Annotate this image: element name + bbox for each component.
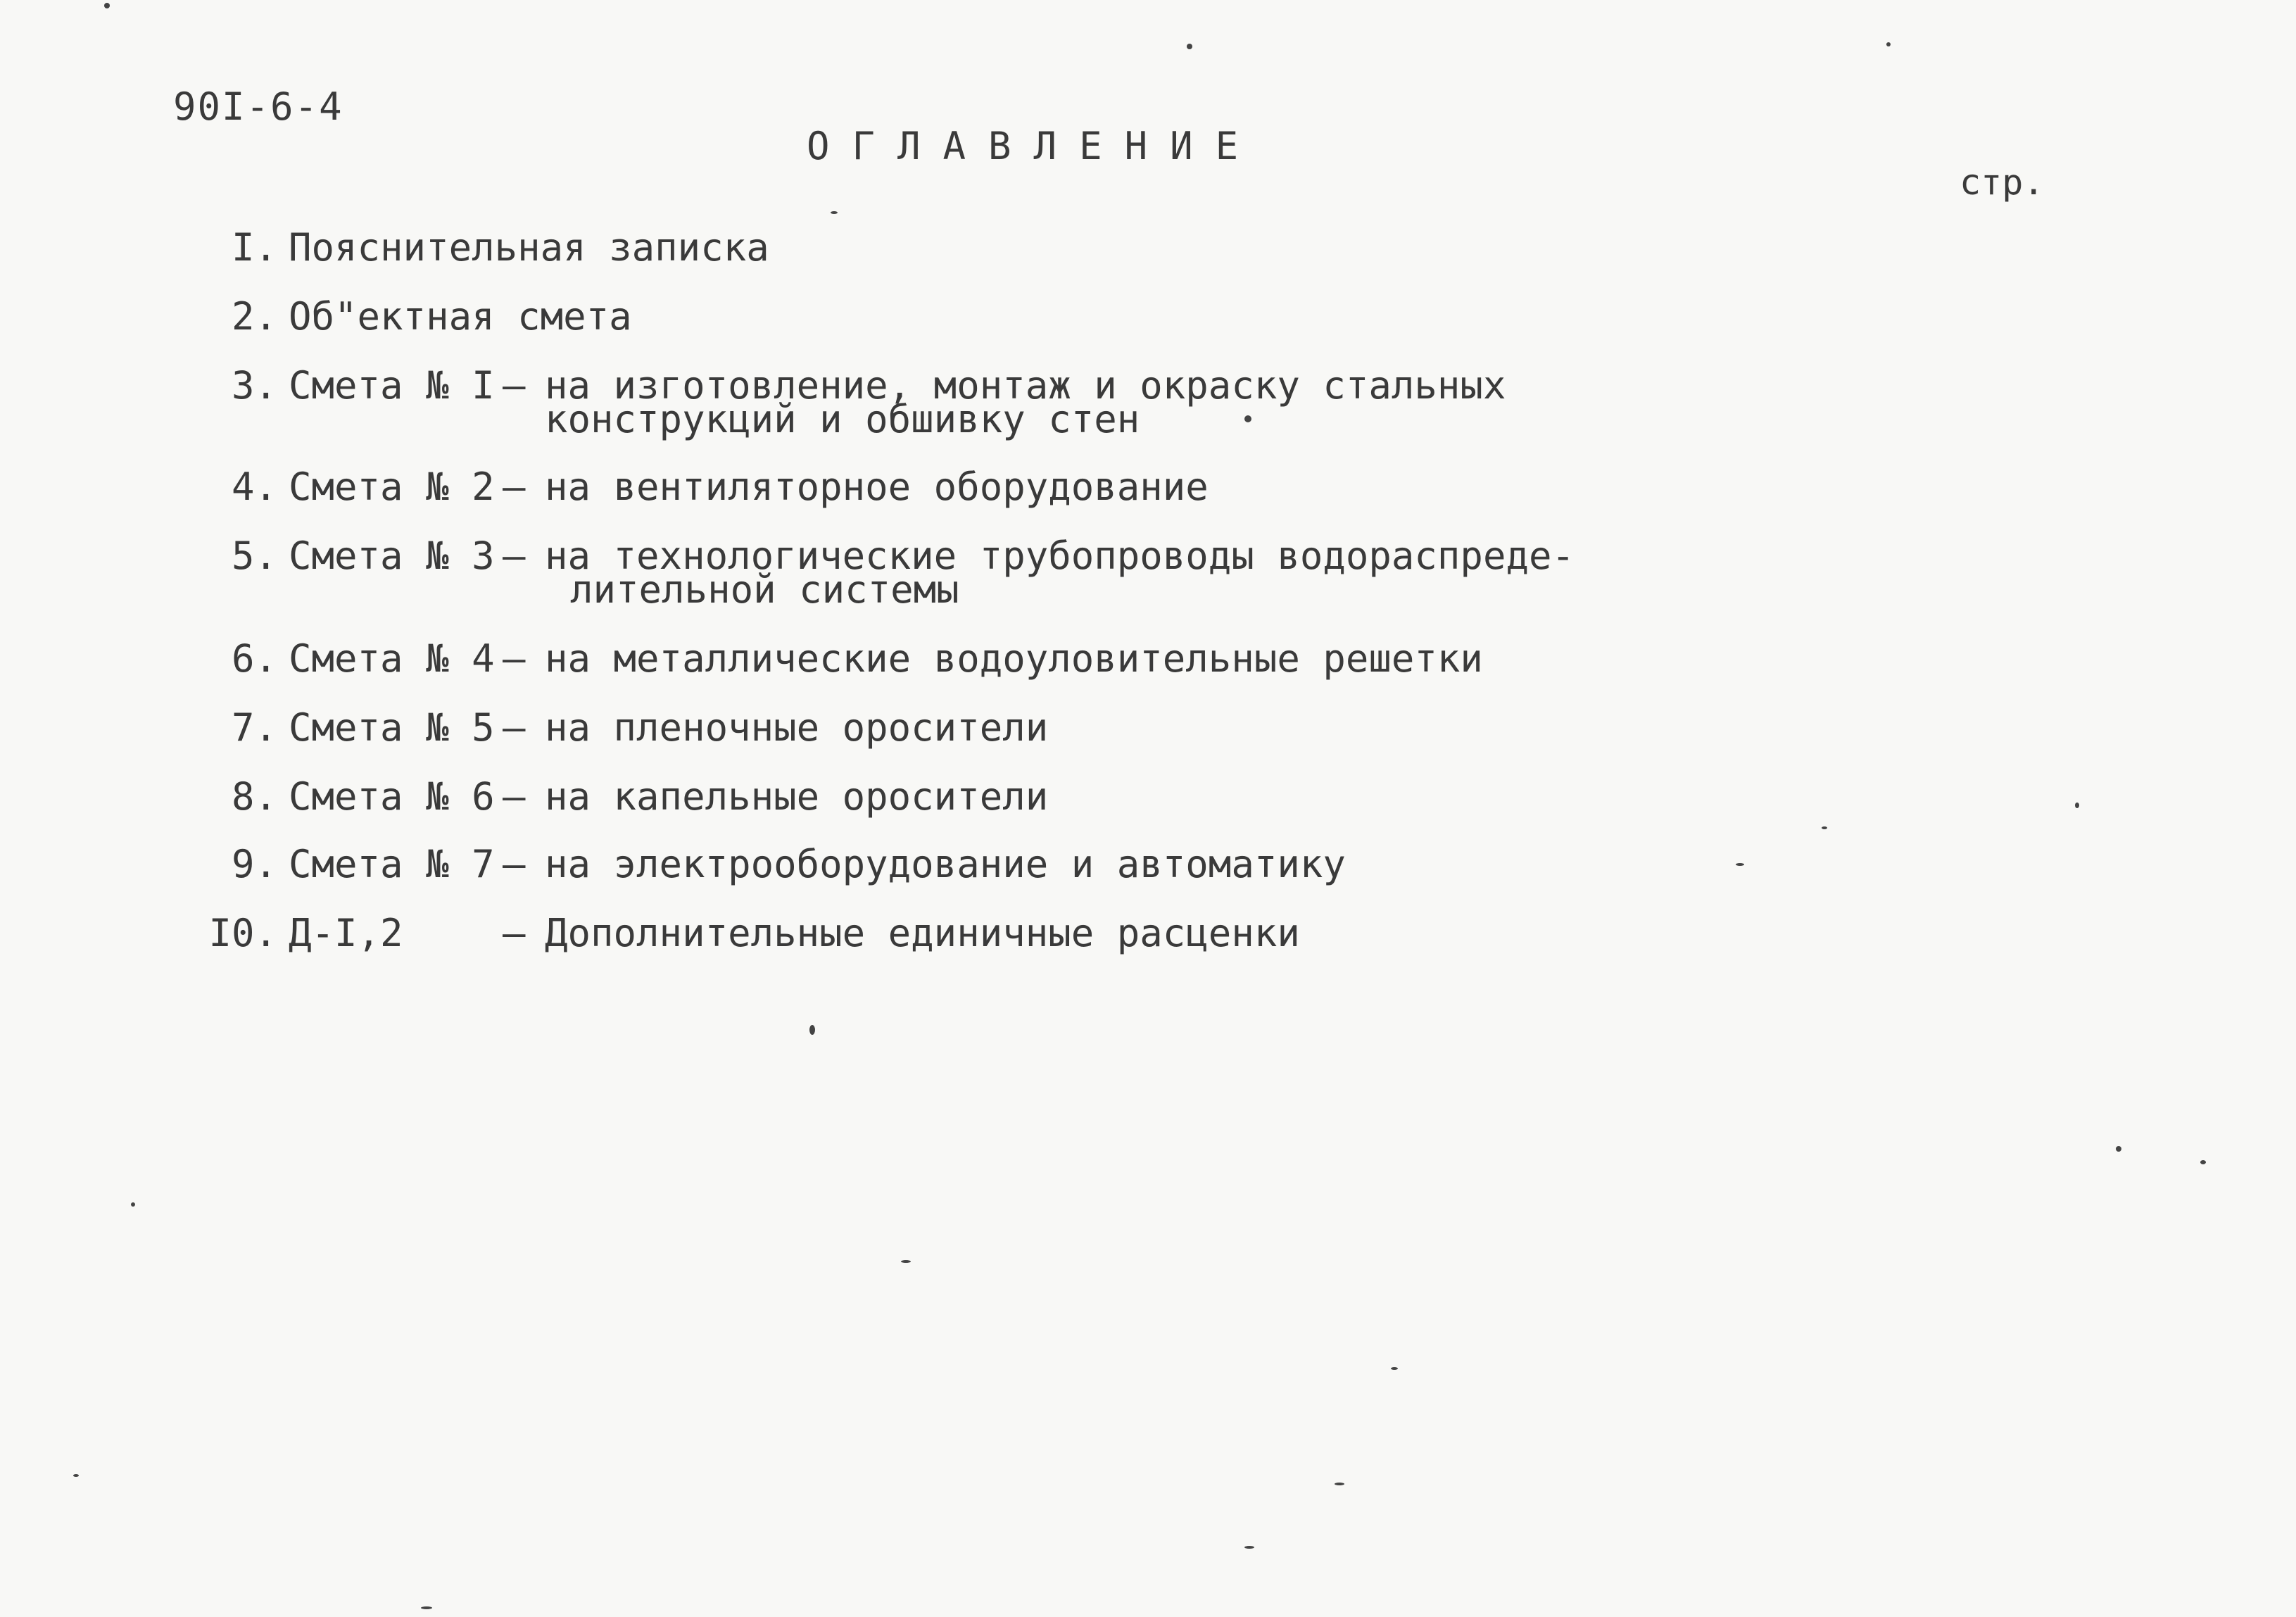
toc-item-dash: –: [503, 636, 526, 681]
page-column-label: стр.: [1960, 162, 2045, 203]
scan-speck: [131, 1202, 135, 1207]
toc-item-text: Дополнительные единичные расценки: [545, 911, 1300, 955]
scan-speck: [104, 3, 110, 8]
toc-item-dash: –: [503, 363, 526, 408]
toc-item-dash: –: [503, 465, 526, 509]
toc-item-code: Смета № I: [289, 363, 495, 408]
scan-speck: [831, 211, 838, 214]
toc-item-code: Смета № 5: [289, 705, 495, 750]
toc-item-text: на технологические трубопроводы водораспреде-: [545, 534, 1575, 578]
toc-item-continuation: лительной системы: [570, 567, 959, 612]
scan-speck: [901, 1260, 911, 1263]
scan-speck: [1335, 1483, 1344, 1485]
toc-item-number: I.: [231, 225, 277, 270]
toc-item-code: Д-I,2: [289, 911, 403, 955]
scan-speck: [2200, 1160, 2206, 1164]
toc-item-dash: –: [503, 842, 526, 886]
toc-item-code: Смета № 4: [289, 636, 495, 681]
toc-item-number: 4.: [231, 465, 277, 509]
scan-speck: [73, 1474, 79, 1477]
toc-item-text: Пояснительная записка: [289, 225, 769, 270]
document-code: 90I-6-4: [173, 84, 343, 129]
toc-item-number: 6.: [231, 636, 277, 681]
scan-speck: [1187, 44, 1192, 49]
toc-item-text: на вентиляторное оборудование: [545, 465, 1209, 509]
scan-speck: [1244, 415, 1251, 422]
toc-item-number: 7.: [231, 705, 277, 750]
toc-item-code: Смета № 3: [289, 534, 495, 578]
toc-item-code: Смета № 6: [289, 774, 495, 819]
scan-speck: [2116, 1146, 2121, 1152]
toc-item-text: на пленочные оросители: [545, 705, 1049, 750]
toc-item-code: Смета № 7: [289, 842, 495, 886]
toc-item: [207, 911, 1300, 1177]
toc-item-dash: –: [503, 534, 526, 578]
scan-speck: [1391, 1367, 1398, 1370]
scan-speck: [1244, 1546, 1254, 1549]
toc-item-dash: –: [503, 705, 526, 750]
toc-item-number: 9.: [231, 842, 277, 886]
toc-item-text: Об"ектная смета: [289, 294, 632, 339]
toc-item-number: 8.: [231, 774, 277, 819]
scan-speck: [2075, 803, 2079, 808]
scan-speck: [1886, 42, 1891, 46]
toc-item-dash: –: [503, 774, 526, 819]
page-title: ОГЛАВЛЕНИЕ: [807, 124, 1261, 168]
toc-item-dash: –: [503, 911, 526, 955]
toc-item-continuation: конструкций и обшивку стен: [545, 397, 1140, 441]
toc-item-text: на капельные оросители: [545, 774, 1049, 819]
toc-item-text: на изготовление, монтаж и окраску стальных: [545, 363, 1506, 408]
toc-item-number: 2.: [231, 294, 277, 339]
scan-speck: [809, 1025, 815, 1035]
toc-item-number: 3.: [231, 363, 277, 408]
toc-item-text: на электрооборудование и автоматику: [545, 842, 1346, 886]
toc-item-number: 5.: [231, 534, 277, 578]
toc-item-number: I0.: [208, 911, 277, 955]
toc-item-text: на металлические водоуловительные решетки: [545, 636, 1483, 681]
toc-item-code: Смета № 2: [289, 465, 495, 509]
scan-speck: [421, 1606, 432, 1609]
scan-speck: [1736, 863, 1744, 866]
scan-speck: [1822, 826, 1827, 829]
